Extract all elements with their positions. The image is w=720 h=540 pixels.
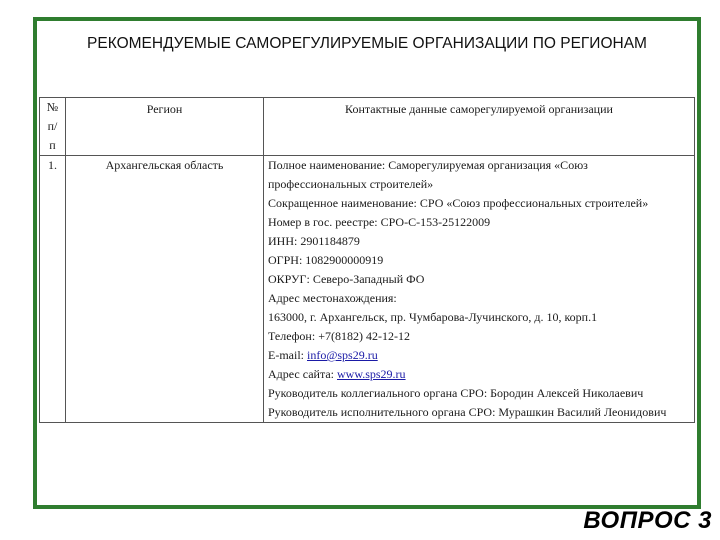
row-region: Архангельская область [66, 156, 264, 423]
address: 163000, г. Архангельск, пр. Чумбарова-Лучинского, д. 10, корп.1 [268, 310, 598, 324]
site-link[interactable]: www.sps29.ru [337, 367, 406, 381]
short-name: Сокращенное наименование: СРО «Союз профессиональных строителей» [268, 196, 649, 210]
full-name: Полное наименование: Саморегулируемая организация «Союз профессиональных строителей» [268, 158, 588, 191]
row-contacts [264, 156, 695, 423]
phone: Телефон: +7(8182) 42-12-12 [268, 329, 410, 343]
inn: ИНН: 2901184879 [268, 234, 360, 248]
address-label: Адрес местонахождения: [268, 291, 397, 305]
page-title: РЕКОМЕНДУЕМЫЕ САМОРЕГУЛИРУЕМЫЕ ОРГАНИЗАЦИИ ПО РЕГИОНАМ [87, 35, 647, 52]
table-header-row [40, 98, 695, 156]
email-line: E-mail: info@sps29.ru [268, 348, 378, 362]
registry-number: Номер в гос. реестре: СРО-С-153-25122009 [268, 215, 491, 229]
slide-frame [33, 17, 701, 509]
table-row [40, 156, 695, 423]
header-region: Регион [66, 98, 264, 156]
collegial-head: Руководитель коллегиального органа СРО: Бородин Алексей Николаевич [268, 386, 644, 400]
executive-head: Руководитель исполнительного органа СРО: Мурашкин Василий Леонидович [268, 405, 667, 419]
ogrn: ОГРН: 1082900000919 [268, 253, 384, 267]
header-contacts: Контактные данные саморегулируемой организации [264, 98, 695, 156]
site-line: Адрес сайта: www.sps29.ru [268, 367, 406, 381]
header-number: № п/ п [40, 98, 66, 156]
question-label: ВОПРОС 3 [583, 507, 712, 534]
district: ОКРУГ: Северо-Западный ФО [268, 272, 425, 286]
email-link[interactable]: info@sps29.ru [307, 348, 378, 362]
organizations-table [39, 97, 695, 423]
row-number: 1. [40, 156, 66, 423]
